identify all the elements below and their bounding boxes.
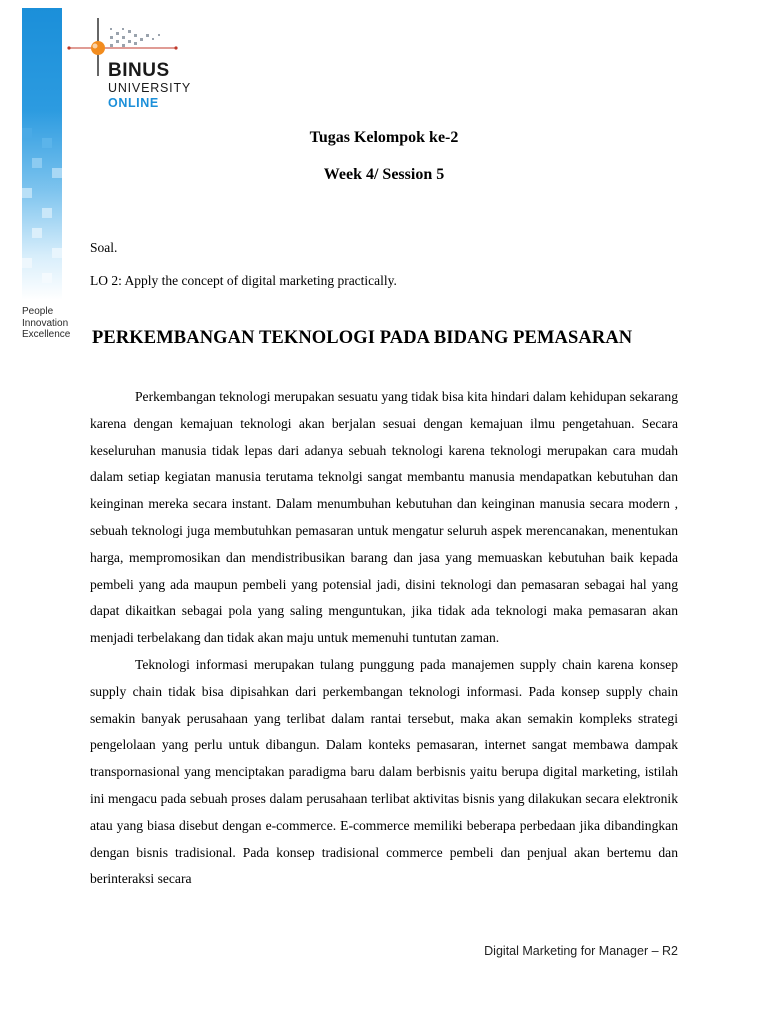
logo-binus-text: BINUS	[108, 60, 170, 81]
tagline	[22, 306, 82, 341]
page-footer: Digital Marketing for Manager – R2	[484, 944, 678, 958]
paragraph: Teknologi informasi merupakan tulang punggung pada manajemen supply chain karena konsep supply chain tidak bisa dipisahkan dari perkembangan teknologi informasi. Pada konsep supply chain semakin banyak perusahaan yang terlibat dalam rantai tersebut, maka akan semakin kompleks strategi pengelolaan yang perlu untuk dibangun. Dalam konteks pemasaran, internet sangat membawa dampak transpornasional yang menciptakan paradigma baru dalam berbisnis yaitu berupa digital marketing, istilah ini mengacu pada sebuah proses dalam perusahaan terlibat aktivitas bisnis yang dilakukan secara elektronik atau yang biasa disebut dengan e-commerce. E-commerce memiliki beberapa perbedaan jika dibandingkan dengan bisnis tradisional. Pada konsep tradisional commerce pembeli dan penjual akan bertemu dan berinteraksi secara	[90, 656, 678, 887]
tagline-line: Innovation	[22, 317, 69, 329]
binus-logo	[66, 16, 206, 116]
logo-online-text: ONLINE	[108, 96, 159, 110]
tagline-line: People	[22, 306, 54, 317]
logo-university-text: UNIVERSITY	[108, 81, 192, 95]
document-title: Tugas Kelompok ke-2	[309, 129, 459, 146]
decorative-pixel-band	[22, 8, 62, 300]
soal-label: Soal.	[90, 240, 118, 255]
paragraph: Perkembangan teknologi merupakan sesuatu yang tidak bisa kita hindari dalam kehidupan sekarang karena dengan kemajuan teknologi akan berjalan sesuai dengan kemajuan ilmu pengetahuan. Secara keseluruhan manusia tidak lepas dari adanya sebuah teknologi karena teknologi merupakan cara mudah dalam setiap kegiatan manusia terutama teknolgi sangat membantu manusia mendapatkan kebutuhan dan keinginan mereka secara instant. Dalam menumbuhan kebutuhan dan keinginan manusia secara modern , sebuah teknologi juga membutuhkan pemasaran untuk mengatur seluruh aspek merencanakan, menentukan harga, mempromosikan dan mendistribusikan barang dan jasa yang memuaskan kebutuhan baik kepada pembeli yang ada maupun pembeli yang potensial jadi, disini teknologi dan pemasaran sebagai hal yang dapat dikaitkan sebagai pola yang saling menguntukan, jika tidak ada teknologi maka pemasaran akan menjadi terbelakang dan tidak akan maju untuk memenuhi tuntutan zaman.	[90, 389, 678, 646]
learning-outcome: LO 2: Apply the concept of digital marketing practically.	[90, 273, 397, 288]
body-text	[90, 384, 678, 893]
section-heading: PERKEMBANGAN TEKNOLOGI PADA BIDANG PEMASARAN	[92, 328, 633, 348]
document-subtitle: Week 4/ Session 5	[323, 166, 445, 183]
tagline-line: Excellence	[22, 329, 71, 340]
